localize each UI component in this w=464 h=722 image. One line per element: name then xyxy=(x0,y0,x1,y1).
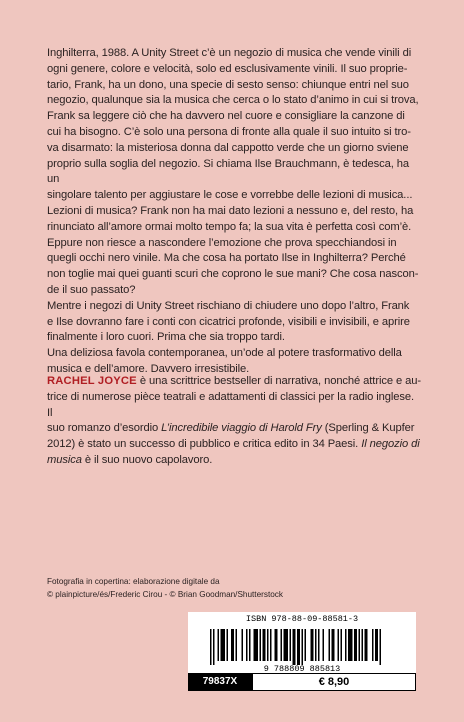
synopsis-line: singolare talento per aggiustare le cose e vorrebbe delle lezioni di musica... xyxy=(47,189,413,202)
author-bio-line xyxy=(47,421,421,437)
synopsis xyxy=(47,46,421,378)
barcode-bar xyxy=(380,629,382,665)
barcode-bar xyxy=(338,629,340,661)
product-code: 79837X xyxy=(188,673,252,691)
author-bio-text: è il suo nuovo capolavoro. xyxy=(81,453,213,466)
synopsis-line: quegli occhi nero vinile. Ma che cosa ha portato Ilse in Inghilterra? Perché xyxy=(47,252,406,265)
synopsis-line: cui ha bisogno. C’è solo una persona di fronte alla quale il suo intuito si tro- xyxy=(47,125,411,138)
barcode-bar xyxy=(332,629,335,661)
barcode-bar xyxy=(305,629,307,661)
author-bio-text: è una scrittrice bestseller di narrativa, nonché attrice e au- xyxy=(136,375,421,387)
synopsis-line: de il suo passato? xyxy=(47,283,136,296)
synopsis-line: finalmente i loro cuori. Prima che sia troppo tardi. xyxy=(47,331,285,344)
barcode-bar xyxy=(213,629,215,665)
barcode-bar xyxy=(254,629,259,661)
synopsis-line: rinunciato all’amore ormai molto tempo fa; la sua vita è perfetta così com’è. xyxy=(47,220,412,233)
barcode-bar xyxy=(275,629,278,661)
barcode-bar xyxy=(311,629,314,661)
barcode-bar xyxy=(362,629,364,661)
credits-line: Fotografia in copertina: elaborazione digitale da xyxy=(47,577,220,586)
author-bio xyxy=(47,374,421,469)
price: € 8,90 xyxy=(252,673,416,691)
barcode-bar xyxy=(348,629,353,661)
author-name: RACHEL JOYCE xyxy=(47,375,137,387)
author-bio-line: trice di numerose pièce teatrali e adattamenti di classici per la radio inglese. Il xyxy=(47,390,414,419)
synopsis-line: musica e dell’amore. Davvero irresistibile. xyxy=(47,362,250,375)
barcode-bar xyxy=(290,629,292,661)
author-bio-text: 2012) è stato un successo di pubblico e critica edito in 34 Paesi. xyxy=(47,438,362,451)
credits-line: © plainpicture/és/Frederic Cirou - © Brian Goodman/Shutterstock xyxy=(47,590,283,599)
synopsis-line: Inghilterra, 1988. A Unity Street c’è un negozio di musica che vende vinili di xyxy=(47,47,412,59)
author-bio-line xyxy=(47,437,421,453)
barcode-bar xyxy=(263,629,266,661)
synopsis-line: non toglie mai quei guanti scuri che coprono le sue mani? Che cosa nascon- xyxy=(47,268,419,281)
barcode-digits: 9 788809 885813 xyxy=(263,664,341,673)
barcode-bar xyxy=(329,629,331,661)
barcode-bar xyxy=(284,629,289,661)
barcode-bar xyxy=(227,629,229,661)
barcode-bar xyxy=(221,629,226,661)
barcode-bar xyxy=(218,629,220,661)
synopsis-line: proprio sulla soglia del negozio. Si chiama Ilse Brauchmann, è tedesca, ha un xyxy=(47,157,410,186)
barcode-block xyxy=(188,612,416,694)
barcode-bar xyxy=(297,629,300,665)
price-row xyxy=(188,673,416,691)
book-title: musica xyxy=(47,453,82,466)
barcode-bar xyxy=(315,629,317,661)
author-bio-line xyxy=(47,453,421,469)
synopsis-line: Lezioni di musica? Frank non ha mai dato lezioni a nessuno e, del resto, ha xyxy=(47,204,414,217)
barcode-bar xyxy=(318,629,320,661)
book-title: Il negozio di xyxy=(361,438,420,451)
synopsis-line: Una deliziosa favola contemporanea, un’ode al potere trasformativo della xyxy=(47,347,402,360)
barcode-bar xyxy=(365,629,368,661)
barcode-bar xyxy=(341,629,343,661)
synopsis-line: va disarmato: la misteriosa donna dal cappotto verde che un giorno sviene xyxy=(47,141,409,154)
synopsis-line: Frank sa leggere ciò che ha davvero nel cuore e consigliare la canzone di xyxy=(47,110,405,123)
barcode-bars xyxy=(188,626,416,673)
synopsis-line: tario, Frank, ha un dono, una specie di sesto senso: chiunque entri nel suo xyxy=(47,78,409,91)
barcode-bar xyxy=(242,629,244,661)
barcode-bar xyxy=(246,629,248,661)
barcode-bar xyxy=(359,629,361,661)
barcode-bar xyxy=(260,629,262,661)
barcode-bar xyxy=(302,629,304,665)
barcode-bar xyxy=(354,629,357,661)
barcode xyxy=(188,626,416,673)
synopsis-line: Mentre i negozi di Unity Street rischiano di chiudere uno dopo l’altro, Frank xyxy=(47,299,410,312)
synopsis-line: ogni genere, colore e velocità, solo ed esclusivamente vinili. Il suo proprie- xyxy=(47,62,408,75)
isbn-label: ISBN 978-88-09-88581-3 xyxy=(188,612,416,626)
barcode-bar xyxy=(293,629,296,665)
barcode-bar xyxy=(281,629,283,661)
author-bio-text: suo romanzo d’esordio xyxy=(47,422,162,435)
synopsis-line: Eppure non riesce a nascondere l’emozione che prova specchiandosi in xyxy=(47,236,397,249)
barcode-bar xyxy=(375,629,378,661)
barcode-bar xyxy=(267,629,269,661)
barcode-bar xyxy=(270,629,272,661)
barcode-bar xyxy=(210,629,212,665)
barcode-bar xyxy=(231,629,234,661)
barcode-bar xyxy=(249,629,251,661)
barcode-bar xyxy=(372,629,374,661)
book-title: L’incredibile viaggio di Harold Fry xyxy=(161,422,322,435)
barcode-bar xyxy=(323,629,325,661)
synopsis-line: negozio, qualunque sia la musica che cerca o lo stato d’animo in cui si trova, xyxy=(47,94,419,107)
author-bio-text: (Sperling & Kupfer xyxy=(321,422,415,435)
barcode-bar xyxy=(236,629,238,661)
photo-credits xyxy=(47,575,427,601)
barcode-bar xyxy=(345,629,347,661)
author-bio-line xyxy=(47,374,421,390)
synopsis-line: e Ilse dovranno fare i conti con cicatrici profonde, visibili e invisibili, e aprire xyxy=(47,315,410,328)
